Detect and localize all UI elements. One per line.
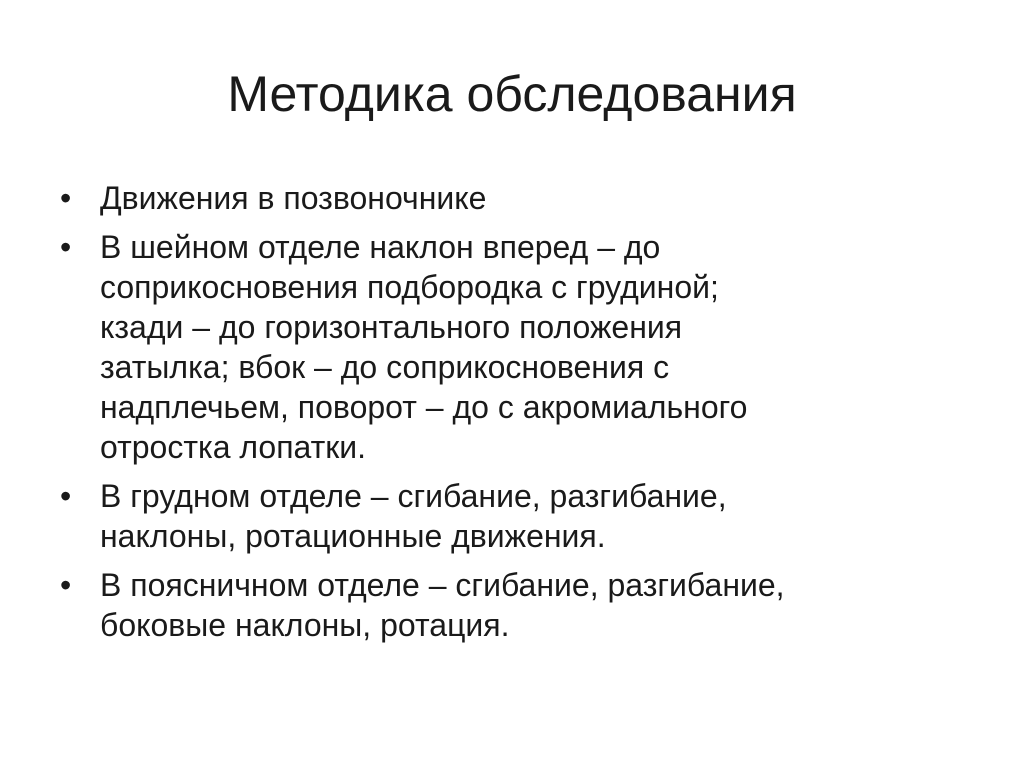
- bullet-item: [56, 476, 976, 556]
- bullet-icon: •: [60, 180, 72, 216]
- bullet-text: В грудном отделе – сгибание, разгибание, наклоны, ротационные движения.: [100, 478, 727, 554]
- bullet-icon: •: [60, 229, 72, 265]
- bullet-icon: •: [60, 567, 72, 603]
- bullet-item: [56, 227, 976, 467]
- bullet-item: [56, 178, 976, 218]
- bullet-text: Движения в позвоночнике: [100, 180, 487, 216]
- bullet-list: [56, 178, 976, 654]
- bullet-icon: •: [60, 478, 72, 514]
- bullet-text: В шейном отделе наклон вперед – до соприкосновения подбородка с грудиной; кзади – до горизонтального положения затылка; вбок – до соприкосновения с надплечьем, поворот – до с акромиального отростка лопатки.: [100, 229, 748, 465]
- bullet-item: [56, 565, 976, 645]
- bullet-text: В поясничном отделе – сгибание, разгибание, боковые наклоны, ротация.: [100, 567, 785, 643]
- slide-title: Методика обследования: [227, 66, 797, 122]
